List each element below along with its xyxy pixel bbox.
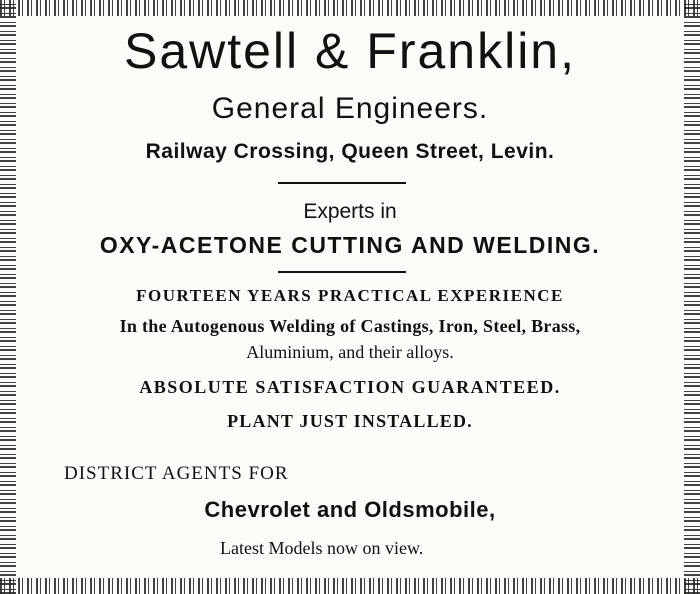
welding-description: In the Autogenous Welding of Castings, Iron, Steel, Brass, [119, 316, 581, 336]
ornamental-border-bottom [0, 578, 700, 594]
divider-rule [278, 182, 406, 184]
district-agents-label: DISTRICT AGENTS FOR [64, 463, 289, 484]
experience-line: FOURTEEN YEARS PRACTICAL EXPERIENCE [136, 286, 564, 305]
satisfaction-line: ABSOLUTE SATISFACTION GUARANTEED. [139, 377, 561, 397]
firm-name: Sawtell & Franklin, [123, 23, 577, 79]
tagline: General Engineers. [211, 92, 489, 125]
ornamental-border-top [0, 0, 700, 16]
models-on-view: Latest Models now on view. [220, 538, 424, 558]
welding-description-cont: Aluminium, and their alloys. [246, 342, 454, 362]
plant-line: PLANT JUST INSTALLED. [227, 411, 473, 431]
car-brands: Chevrolet and Oldsmobile, [204, 497, 496, 522]
ornamental-border-right [684, 0, 700, 594]
address: Railway Crossing, Queen Street, Levin. [145, 140, 555, 163]
divider-rule [278, 271, 406, 273]
experts-in-label: Experts in [303, 200, 397, 223]
ornamental-border-left [0, 0, 16, 594]
specialty-heading: OXY-ACETONE CUTTING AND WELDING. [99, 232, 601, 258]
